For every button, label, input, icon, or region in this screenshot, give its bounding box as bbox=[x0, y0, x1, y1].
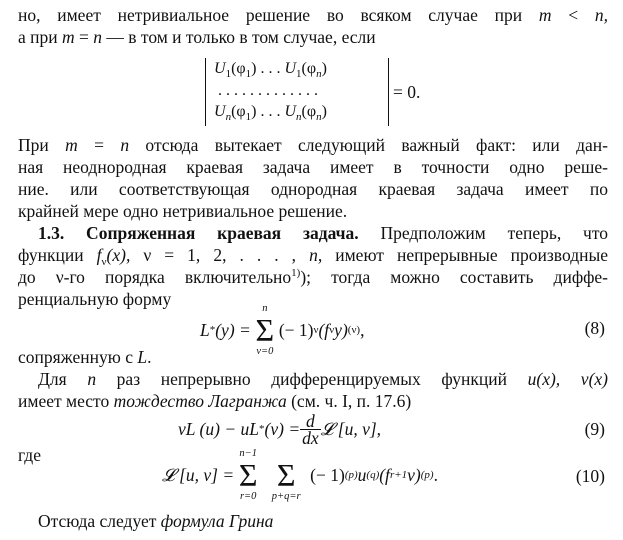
text: . bbox=[147, 347, 152, 367]
sum-upper: n bbox=[262, 303, 268, 314]
math-var: n, bbox=[309, 245, 323, 265]
math-arg: (φ bbox=[231, 60, 246, 77]
math-sub: 1 bbox=[245, 111, 252, 123]
math-sub: n bbox=[316, 111, 322, 123]
math-arg: (x), bbox=[106, 245, 131, 265]
text-line: крайней мере одно нетривиальное решение. bbox=[18, 201, 348, 221]
footnote-mark: 1) bbox=[291, 267, 301, 279]
math-var: n bbox=[93, 27, 103, 47]
determinant bbox=[205, 58, 389, 126]
text: (см. ч. I, п. 17.6) bbox=[286, 391, 412, 411]
sum-sign: Σ bbox=[255, 312, 275, 348]
math-sub: n bbox=[296, 111, 302, 123]
math-var: u bbox=[527, 369, 537, 389]
math-dots: . . . bbox=[256, 60, 285, 77]
math-var: U bbox=[214, 103, 226, 120]
equation-number: (8) bbox=[584, 318, 605, 338]
math-sub: 1 bbox=[245, 68, 252, 80]
text: отсюда вытекает следующий важный факт: или дан- bbox=[129, 135, 608, 155]
math-arg: (x), bbox=[536, 369, 581, 389]
sum-symbol bbox=[251, 303, 279, 357]
math-var: L bbox=[200, 319, 210, 340]
math-term: 𝓛 [u, v], bbox=[320, 418, 382, 439]
math-term: (− 1) bbox=[310, 464, 345, 485]
text: сопряженную с bbox=[18, 347, 138, 367]
math-op: = bbox=[77, 135, 121, 155]
math-term: 𝓛 [u, v] = bbox=[162, 464, 235, 485]
math-op: = bbox=[74, 27, 94, 47]
text: При bbox=[18, 135, 66, 155]
math-var: U bbox=[284, 103, 297, 120]
determinant-row-1 bbox=[214, 60, 327, 78]
sum-lower: r=0 bbox=[239, 491, 257, 502]
math-arg: (φ bbox=[231, 103, 246, 120]
math-term: v) bbox=[407, 464, 421, 485]
math-sub: 1 bbox=[225, 68, 232, 80]
equation-number: (9) bbox=[584, 419, 605, 439]
math-term: (v) = bbox=[264, 418, 301, 439]
emphasis: формула Грина bbox=[160, 511, 274, 531]
text: — в том и только в том случае, если bbox=[102, 27, 376, 47]
text-line bbox=[38, 222, 608, 244]
text-line bbox=[18, 26, 376, 48]
math-term: u bbox=[357, 464, 367, 485]
math-term: (f bbox=[379, 464, 390, 485]
math-sub: 1 bbox=[296, 68, 302, 80]
math-var: v bbox=[580, 369, 589, 389]
math-arg: (y) = bbox=[215, 319, 251, 340]
math-op: = 0. bbox=[393, 82, 421, 102]
text: Предположим теперь, что bbox=[358, 223, 608, 243]
math-arg: ) bbox=[321, 103, 327, 120]
determinant-rhs bbox=[393, 82, 420, 103]
sum-lower: p+q=r bbox=[271, 491, 301, 502]
math-dots: . . . . . . . . . . . . . bbox=[218, 82, 318, 99]
math-term: (f bbox=[318, 319, 330, 340]
sum-sign: Σ bbox=[238, 457, 258, 493]
text: раз непрерывно дифференцируемых функций bbox=[96, 369, 528, 389]
math-sub: n bbox=[316, 68, 322, 80]
emphasis: тождество Лагранжа bbox=[113, 391, 287, 411]
text-line: где bbox=[18, 445, 41, 465]
math-var: m bbox=[62, 27, 75, 47]
equation-9: vL (u) − uL * (v) = $\frac{d}{dx}$ 𝓛 [u, v], bbox=[178, 410, 382, 448]
text-line bbox=[18, 266, 608, 288]
math-var: n bbox=[120, 135, 130, 155]
math-term: (− 1) bbox=[278, 319, 314, 340]
math-var: L bbox=[137, 347, 148, 367]
text: имеют непрерывные производные bbox=[322, 245, 608, 265]
sum-symbol bbox=[234, 448, 262, 502]
determinant-row-2 bbox=[218, 82, 318, 100]
math-term: vL (u) − uL bbox=[178, 418, 260, 439]
fraction-denominator: dx bbox=[302, 427, 319, 448]
text-line bbox=[18, 134, 608, 156]
math-var: m bbox=[538, 5, 552, 25]
text: ); тогда можно составить диффе- bbox=[300, 267, 608, 287]
text-line bbox=[38, 368, 608, 390]
text: но, имеет нетривиальное решение во всяком случае при bbox=[18, 5, 539, 25]
math-arg: ) bbox=[251, 103, 257, 120]
math-dots: . . . bbox=[256, 103, 285, 120]
text: до ν-го порядка включительно bbox=[18, 267, 292, 287]
math-var: f bbox=[96, 245, 102, 265]
math-var: n, bbox=[594, 5, 608, 25]
math-var: n bbox=[87, 369, 97, 389]
math-arg: (x) bbox=[588, 369, 608, 389]
text-line: ние. или соответствующая однородная краевая задача имеет по bbox=[18, 179, 608, 199]
math-sub: ν bbox=[101, 256, 107, 268]
text-line bbox=[18, 4, 608, 26]
text: а при bbox=[18, 27, 62, 47]
math-arg: (φ bbox=[301, 103, 317, 120]
math-op: < bbox=[551, 5, 595, 25]
text-line bbox=[18, 390, 411, 412]
math-var: m bbox=[65, 135, 78, 155]
text: Для bbox=[38, 369, 88, 389]
equation-number: (10) bbox=[575, 466, 605, 486]
text: имеет место bbox=[18, 391, 114, 411]
text: ν = 1, 2, . . . , bbox=[130, 245, 310, 265]
math-sub: n bbox=[225, 111, 232, 123]
math-term: . bbox=[433, 464, 438, 485]
math-term: , bbox=[360, 319, 365, 340]
fraction-numerator: d bbox=[300, 413, 321, 430]
section-heading: 1.3. Сопряженная краевая задача. bbox=[38, 223, 359, 243]
equation-10: 𝓛 [u, v] = n−1 Σ r=0 Σ p+q=r (− 1) (p) u (q) (f r+1 v) (p) . bbox=[162, 448, 438, 502]
math-arg: (φ bbox=[301, 60, 317, 77]
sum-upper: n−1 bbox=[239, 448, 257, 459]
math-var: U bbox=[214, 60, 226, 77]
text: Отсюда следует bbox=[38, 511, 161, 531]
math-arg: ) bbox=[251, 60, 257, 77]
determinant-row-3 bbox=[214, 103, 327, 121]
sum-lower: ν=0 bbox=[256, 346, 274, 357]
text-line bbox=[38, 510, 273, 532]
text-line: ная неоднородная краевая задача имеет в точности одно реше- bbox=[18, 157, 608, 177]
text-line: ренциальную форму bbox=[18, 289, 172, 309]
math-var: U bbox=[284, 60, 297, 77]
fraction bbox=[300, 410, 321, 448]
equation-8: L * (y) = n Σ ν=0 (− 1) ν (f ν y) (ν) , bbox=[200, 303, 365, 357]
math-term: y) bbox=[334, 319, 348, 340]
text-line bbox=[18, 346, 152, 368]
text-line bbox=[18, 244, 608, 266]
text: функции bbox=[18, 245, 97, 265]
sum-sign: Σ bbox=[276, 457, 296, 493]
math-arg: ) bbox=[321, 60, 327, 77]
sum-symbol bbox=[262, 448, 310, 502]
